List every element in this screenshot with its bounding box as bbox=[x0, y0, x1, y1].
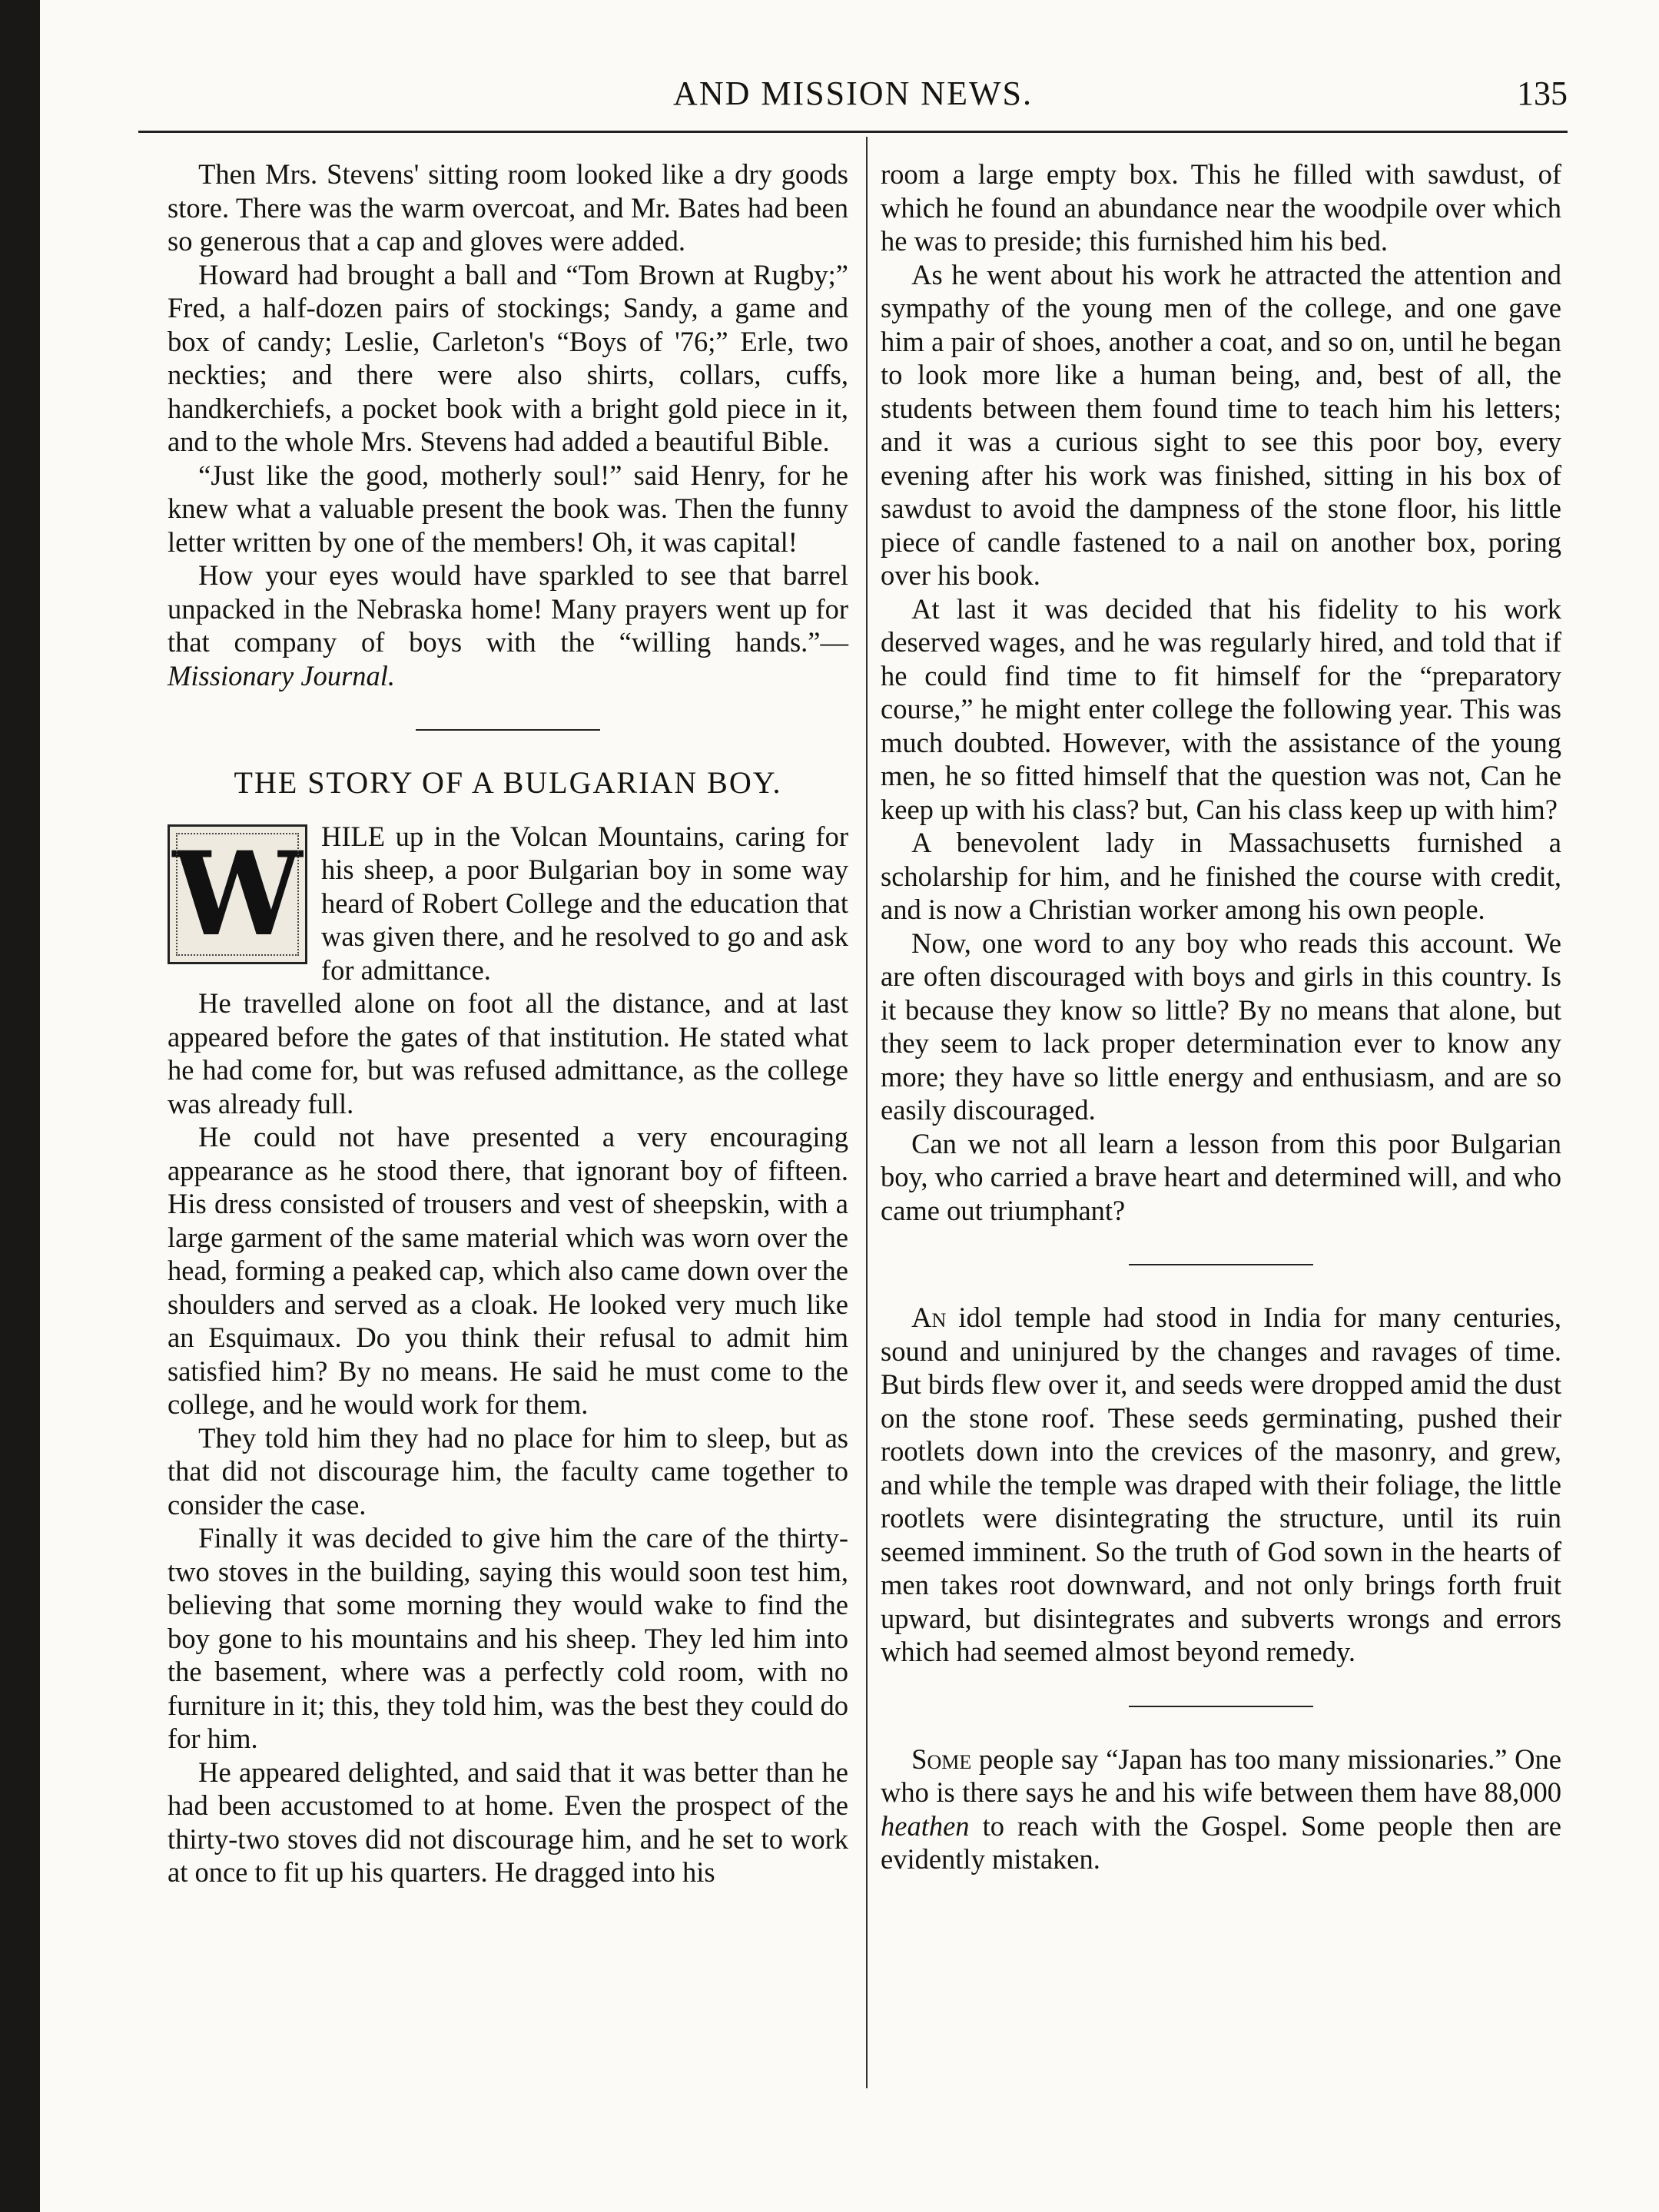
paragraph: He could not have presented a very encouraging appearance as he stood there, that ignorant boy of fifteen. His dress consisted of trousers and vest of sheepskin, with a large garment of the same material which was worn over the head, forming a peaked cap, which also came down over the shoulders and served as a cloak. He looked very much like an Esquimaux. Do you think their refusal to admit him satisfied him? By no means. He said he must come to the college, and he would work for them. bbox=[168, 1121, 848, 1420]
paragraph: room a large empty box. This he filled with sawdust, of which he found an abundance near the woodpile over which he was to preside; this furnished him his bed. bbox=[881, 158, 1561, 257]
source-citation: Missionary Journal. bbox=[168, 659, 396, 691]
paragraph: At last it was decided that his fidelity to his work deserved wages, and he was regularly hired, and told that if he could find time to fit himself for the “preparatory course,” he might enter college the following year. This was much doubted. However, with the assistance of the young men, he so fitted himself that the question was not, Can he keep up with his class? but, Can his class keep up with him? bbox=[881, 592, 1561, 825]
page-header bbox=[138, 74, 1568, 123]
lead-word: An bbox=[911, 1302, 947, 1333]
left-column bbox=[168, 158, 848, 1889]
paragraph-text: people say “Japan has too many missionaries.” One who is there says he and his wife between them have 88,000 bbox=[881, 1743, 1561, 1808]
paragraph: He appeared delighted, and said that it was better than he had been accustomed to at home. Even the prospect of the thirty-two stoves did not discourage him, and he set to work at once to fit up his quarters. He dragged into his bbox=[168, 1756, 848, 1888]
paragraph: They told him they had no place for him to sleep, but as that did not discourage him, the faculty came together to consider the case. bbox=[168, 1421, 848, 1521]
paragraph-text: idol temple had stood in India for many centuries, sound and uninjured by the changes and ravages of time. But birds flew over it, and seeds were dropped amid the dust on the stone roof. These seeds germinating, pushed their rootlets down into the crevices of the masonry, and grew, and while the temple was draped with their foliage, the little rootlets were disintegrating the structure, until its ruin seemed imminent. So the truth of God sown in the hearts of men takes root downward, and not only brings forth fruit upward, but disintegrates and subverts wrongs and errors which had seemed almost beyond remedy. bbox=[881, 1302, 1561, 1667]
right-column bbox=[881, 158, 1561, 1876]
paragraph bbox=[881, 1301, 1561, 1669]
paragraph bbox=[168, 559, 848, 692]
paragraph: Howard had brought a ball and “Tom Brown at Rugby;” Fred, a half-dozen pairs of stockings; Sandy, a game and box of candy; Leslie, Carleton's “Boys of '76;” Erle, two neckties; and there were also shirts, collars, cuffs, handkerchiefs, a pocket book with a bright gold piece in it, and to the whole Mrs. Stevens had added a beautiful Bible. bbox=[168, 258, 848, 457]
article-title: THE STORY OF A BULGARIAN BOY. bbox=[234, 765, 782, 800]
paragraph: Then Mrs. Stevens' sitting room looked like a dry goods store. There was the warm overcoat, and Mr. Bates had been so generous that a cap and gloves were added. bbox=[168, 158, 848, 257]
ornamental-dropcap: W bbox=[168, 824, 307, 964]
column-divider bbox=[866, 137, 868, 2088]
section-separator bbox=[1129, 1264, 1313, 1265]
section-separator bbox=[416, 729, 600, 731]
paragraph: Now, one word to any boy who reads this account. We are often discouraged with boys and girls in this country. Is it because they know so little? By no means that alone, but they seem to lack proper determination ever to know any more; they have so little energy and enthusiasm, and are so easily discouraged. bbox=[881, 927, 1561, 1126]
page-binding-edge bbox=[0, 0, 40, 2212]
paragraph: As he went about his work he attracted the attention and sympathy of the young men of the college, and one gave him a pair of shoes, another a coat, and so on, until he began to look more like a human being, and, best of all, the students between them found time to teach him his letters; and it was a curious sight to see this poor boy, every evening after his work was finished, sitting in his box of sawdust to avoid the dampness of the stone floor, his little piece of candle fastened to a nail on another box, poring over his book. bbox=[881, 258, 1561, 591]
section-separator bbox=[1129, 1706, 1313, 1707]
opening-paragraph bbox=[168, 820, 848, 987]
header-rule bbox=[138, 131, 1568, 133]
running-head: AND MISSION NEWS. bbox=[673, 75, 1033, 112]
emphasis: heathen bbox=[881, 1809, 970, 1842]
paragraph: Can we not all learn a lesson from this poor Bulgarian boy, who carried a brave heart and determined will, and who came out triumphant? bbox=[881, 1127, 1561, 1226]
lead-word: Some bbox=[911, 1743, 972, 1775]
paragraph-text: up in the Volcan Mountains, caring for his sheep, a poor Bulgarian boy in some way heard of Robert College and the education that was given there, and he resolved to go and ask for admittance. bbox=[321, 820, 848, 986]
paragraph: “Just like the good, motherly soul!” said Henry, for he knew what a valuable present the book was. Then the funny letter written by one of the members! Oh, it was capital! bbox=[168, 459, 848, 558]
paragraph: A benevolent lady in Massachusetts furnished a scholarship for him, and he finished the course with credit, and is now a Christian worker among his own people. bbox=[881, 827, 1561, 925]
paragraph-text: How your eyes would have sparkled to see that barrel unpacked in the Nebraska home! Many prayers went up for that company of boys with the “willing hands.”— bbox=[168, 559, 848, 658]
paragraph: He travelled alone on foot all the distance, and at last appeared before the gates of that institution. He stated what he had come for, but was refused admittance, as the college was already full. bbox=[168, 987, 848, 1119]
paragraph: Finally it was decided to give him the care of the thirty-two stoves in the building, saying this would soon test him, believing that some morning they would wake to find the boy gone to his mountains and his sheep. They led him into the basement, where was a perfectly cold room, with no furniture in it; this, they told him, was the best they could do for him. bbox=[168, 1522, 848, 1754]
page-number: 135 bbox=[1517, 75, 1568, 112]
paragraph bbox=[881, 1743, 1561, 1876]
paragraph-text: to reach with the Gospel. Some people then are evidently mistaken. bbox=[881, 1809, 1561, 1875]
lead-word: HILE bbox=[321, 820, 386, 852]
